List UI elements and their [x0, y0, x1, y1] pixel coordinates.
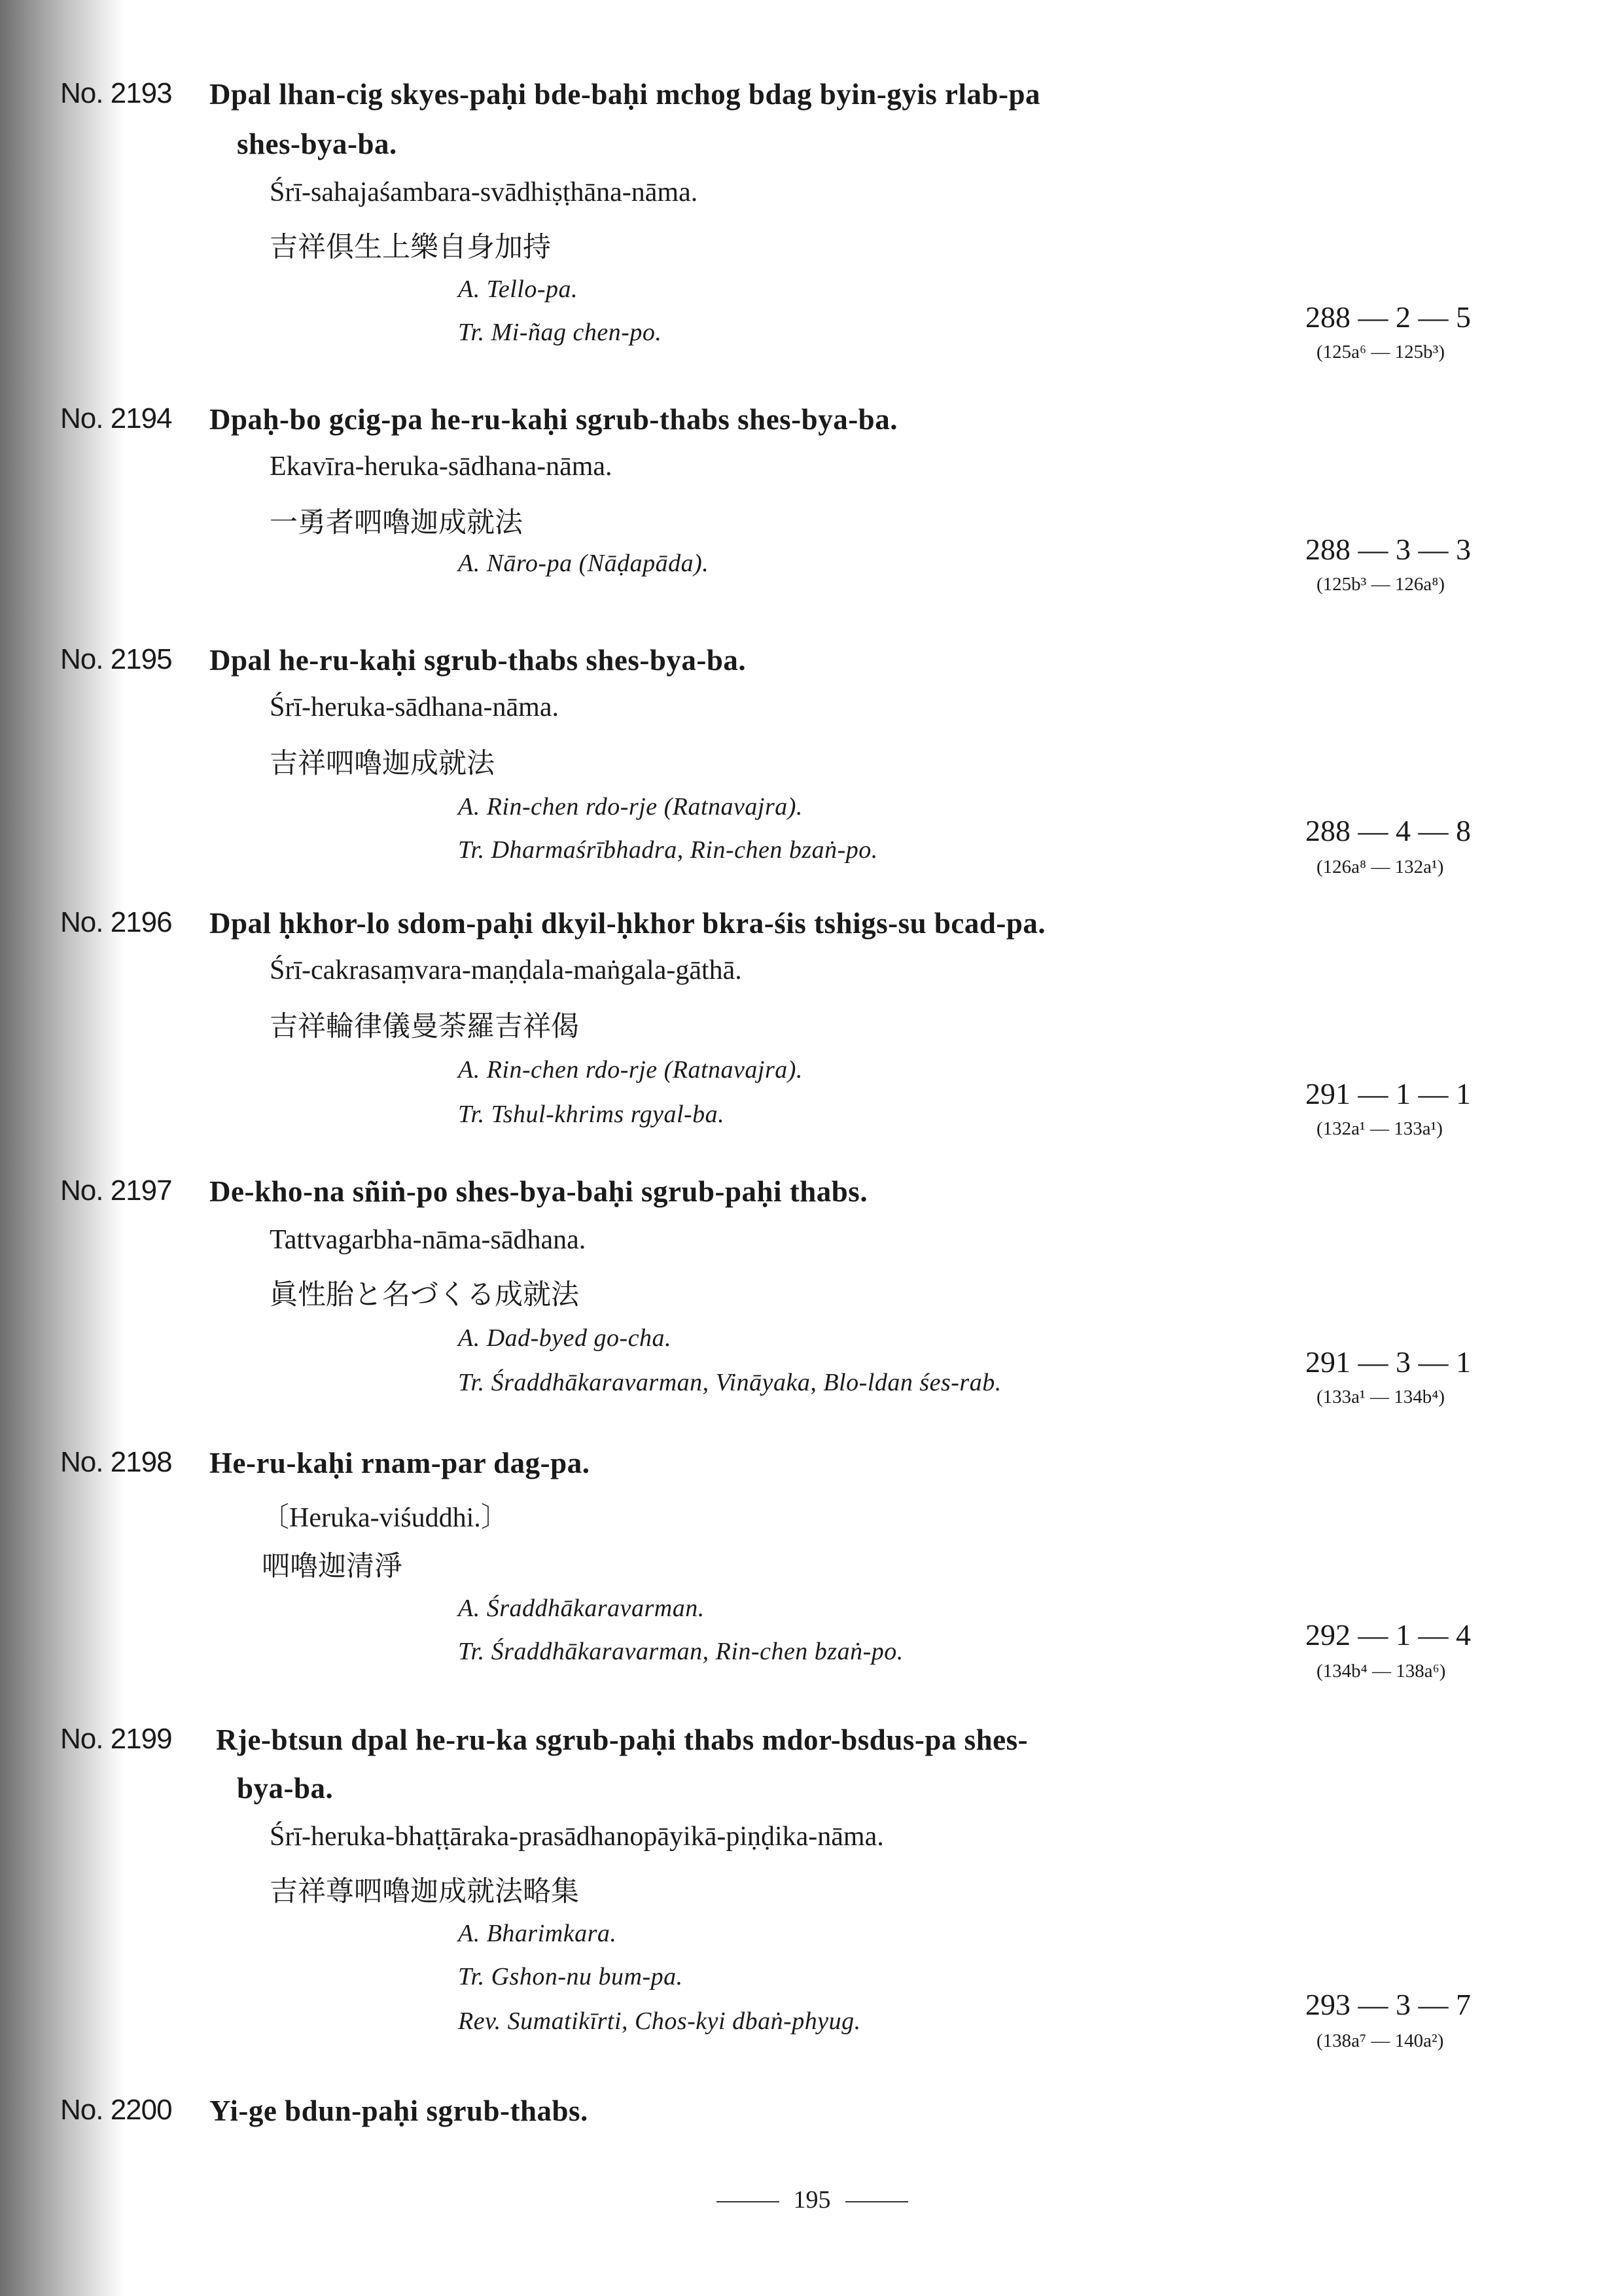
- book-binding-shadow: [0, 0, 124, 2296]
- entry-title: Rje-btsun dpal he-ru-ka sgrub-paḥi thabs mdor-bsdus-pa shes-: [216, 1723, 1029, 1756]
- translator-line: Tr. Dharmaśrībhadra, Rin-chen bzaṅ-po.: [458, 836, 878, 864]
- chinese-title: 吉祥呬嚕迦成就法: [270, 747, 495, 780]
- entry-title: Dpal he-ru-kaḥi sgrub-thabs shes-bya-ba.: [209, 644, 747, 677]
- entry-title-continued: shes-bya-ba.: [237, 128, 397, 160]
- chinese-title: 吉祥俱生上樂自身加持: [270, 231, 551, 264]
- sanskrit-title: Śrī-heruka-sādhana-nāma.: [270, 692, 559, 722]
- folio-range: (125b³ — 126a⁸): [1316, 574, 1445, 595]
- author-line: A. Śraddhākaravarman.: [458, 1595, 705, 1622]
- entry-number: No. 2200: [60, 2094, 172, 2126]
- folio-range: (126a⁸ — 132a¹): [1316, 857, 1444, 877]
- sanskrit-title: Śrī-heruka-bhaṭṭāraka-prasādhanopāyikā-piṇḍika-nāma.: [270, 1822, 884, 1852]
- entry-number: No. 2198: [60, 1446, 172, 1478]
- author-line: A. Rin-chen rdo-rje (Ratnavajra).: [458, 793, 803, 821]
- volume-reference: 292 — 1 — 4: [1305, 1618, 1471, 1651]
- folio-range: (133a¹ — 134b⁴): [1316, 1386, 1445, 1407]
- folio-range: (134b⁴ — 138a⁶): [1316, 1661, 1446, 1682]
- translator-line: Tr. Mi-ñag chen-po.: [458, 319, 662, 346]
- chinese-title: 呬嚕迦清淨: [262, 1550, 402, 1583]
- entry-number: No. 2193: [60, 77, 172, 109]
- volume-reference: 291 — 3 — 1: [1305, 1345, 1471, 1379]
- entry-number: No. 2199: [60, 1723, 172, 1755]
- volume-reference: 288 — 2 — 5: [1305, 300, 1471, 334]
- folio-range: (138a⁷ — 140a²): [1316, 2030, 1444, 2051]
- sanskrit-title: Ekavīra-heruka-sādhana-nāma.: [270, 451, 612, 482]
- entry-title: Yi-ge bdun-paḥi sgrub-thabs.: [209, 2094, 588, 2127]
- entry-title: De-kho-na sñiṅ-po shes-bya-baḥi sgrub-paḥi thabs.: [209, 1175, 868, 1208]
- author-line: A. Bharimkara.: [458, 1920, 617, 1947]
- author-line: A. Tello-pa.: [458, 275, 578, 303]
- entry-title: He-ru-kaḥi rnam-par dag-pa.: [209, 1447, 590, 1479]
- entry-number: No. 2196: [60, 906, 172, 938]
- chinese-title: 一勇者呬嚕迦成就法: [270, 506, 523, 539]
- author-line: A. Rin-chen rdo-rje (Ratnavajra).: [458, 1056, 803, 1084]
- translator-line: Tr. Gshon-nu bum-pa.: [458, 1963, 683, 1990]
- sanskrit-title: Tattvagarbha-nāma-sādhana.: [270, 1225, 586, 1255]
- entry-number: No. 2197: [60, 1174, 172, 1207]
- footer-rule-right: [845, 2201, 908, 2202]
- sanskrit-title: Śrī-cakrasaṃvara-maṇḍala-maṅgala-gāthā.: [270, 955, 742, 985]
- volume-reference: 293 — 3 — 7: [1305, 1988, 1471, 2021]
- entry-number: No. 2195: [60, 643, 172, 675]
- volume-reference: 288 — 4 — 8: [1305, 814, 1471, 847]
- chinese-title: 吉祥輪律儀曼荼羅吉祥偈: [270, 1010, 579, 1043]
- volume-reference: 291 — 1 — 1: [1305, 1077, 1471, 1110]
- folio-range: (132a¹ — 133a¹): [1316, 1118, 1443, 1139]
- entry-number: No. 2194: [60, 402, 172, 434]
- translator-line: Tr. Śraddhākaravarman, Vināyaka, Blo-ldan śes-rab.: [458, 1369, 1002, 1396]
- sanskrit-title: 〔Heruka-viśuddhi.〕: [262, 1503, 508, 1533]
- entry-title: Dpaḥ-bo gcig-pa he-ru-kaḥi sgrub-thabs shes-bya-ba.: [209, 403, 898, 436]
- volume-reference: 288 — 3 — 3: [1305, 533, 1471, 566]
- author-line: A. Dad-byed go-cha.: [458, 1324, 672, 1352]
- entry-title-continued: bya-ba.: [237, 1772, 334, 1805]
- folio-range: (125a⁶ — 125b³): [1316, 342, 1445, 362]
- translator-line: Tr. Tshul-khrims rgyal-ba.: [458, 1101, 725, 1128]
- reviser-line: Rev. Sumatikīrti, Chos-kyi dbaṅ-phyug.: [458, 2007, 861, 2035]
- entry-title: Dpal ḥkhor-lo sdom-paḥi dkyil-ḥkhor bkra-śis tshigs-su bcad-pa.: [209, 907, 1046, 940]
- entry-title: Dpal lhan-cig skyes-paḥi bde-baḥi mchog bdag byin-gyis rlab-pa: [209, 78, 1041, 111]
- sanskrit-title: Śrī-sahajaśambara-svādhiṣṭhāna-nāma.: [270, 177, 698, 207]
- page-footer: [0, 2185, 1624, 2214]
- footer-rule-left: [716, 2201, 779, 2202]
- page-number: 195: [793, 2186, 831, 2214]
- chinese-title: 眞性胎と名づくる成就法: [270, 1279, 579, 1311]
- translator-line: Tr. Śraddhākaravarman, Rin-chen bzaṅ-po.: [458, 1638, 904, 1665]
- author-line: A. Nāro-pa (Nāḍapāda).: [458, 550, 709, 577]
- chinese-title: 吉祥尊呬嚕迦成就法略集: [270, 1875, 579, 1908]
